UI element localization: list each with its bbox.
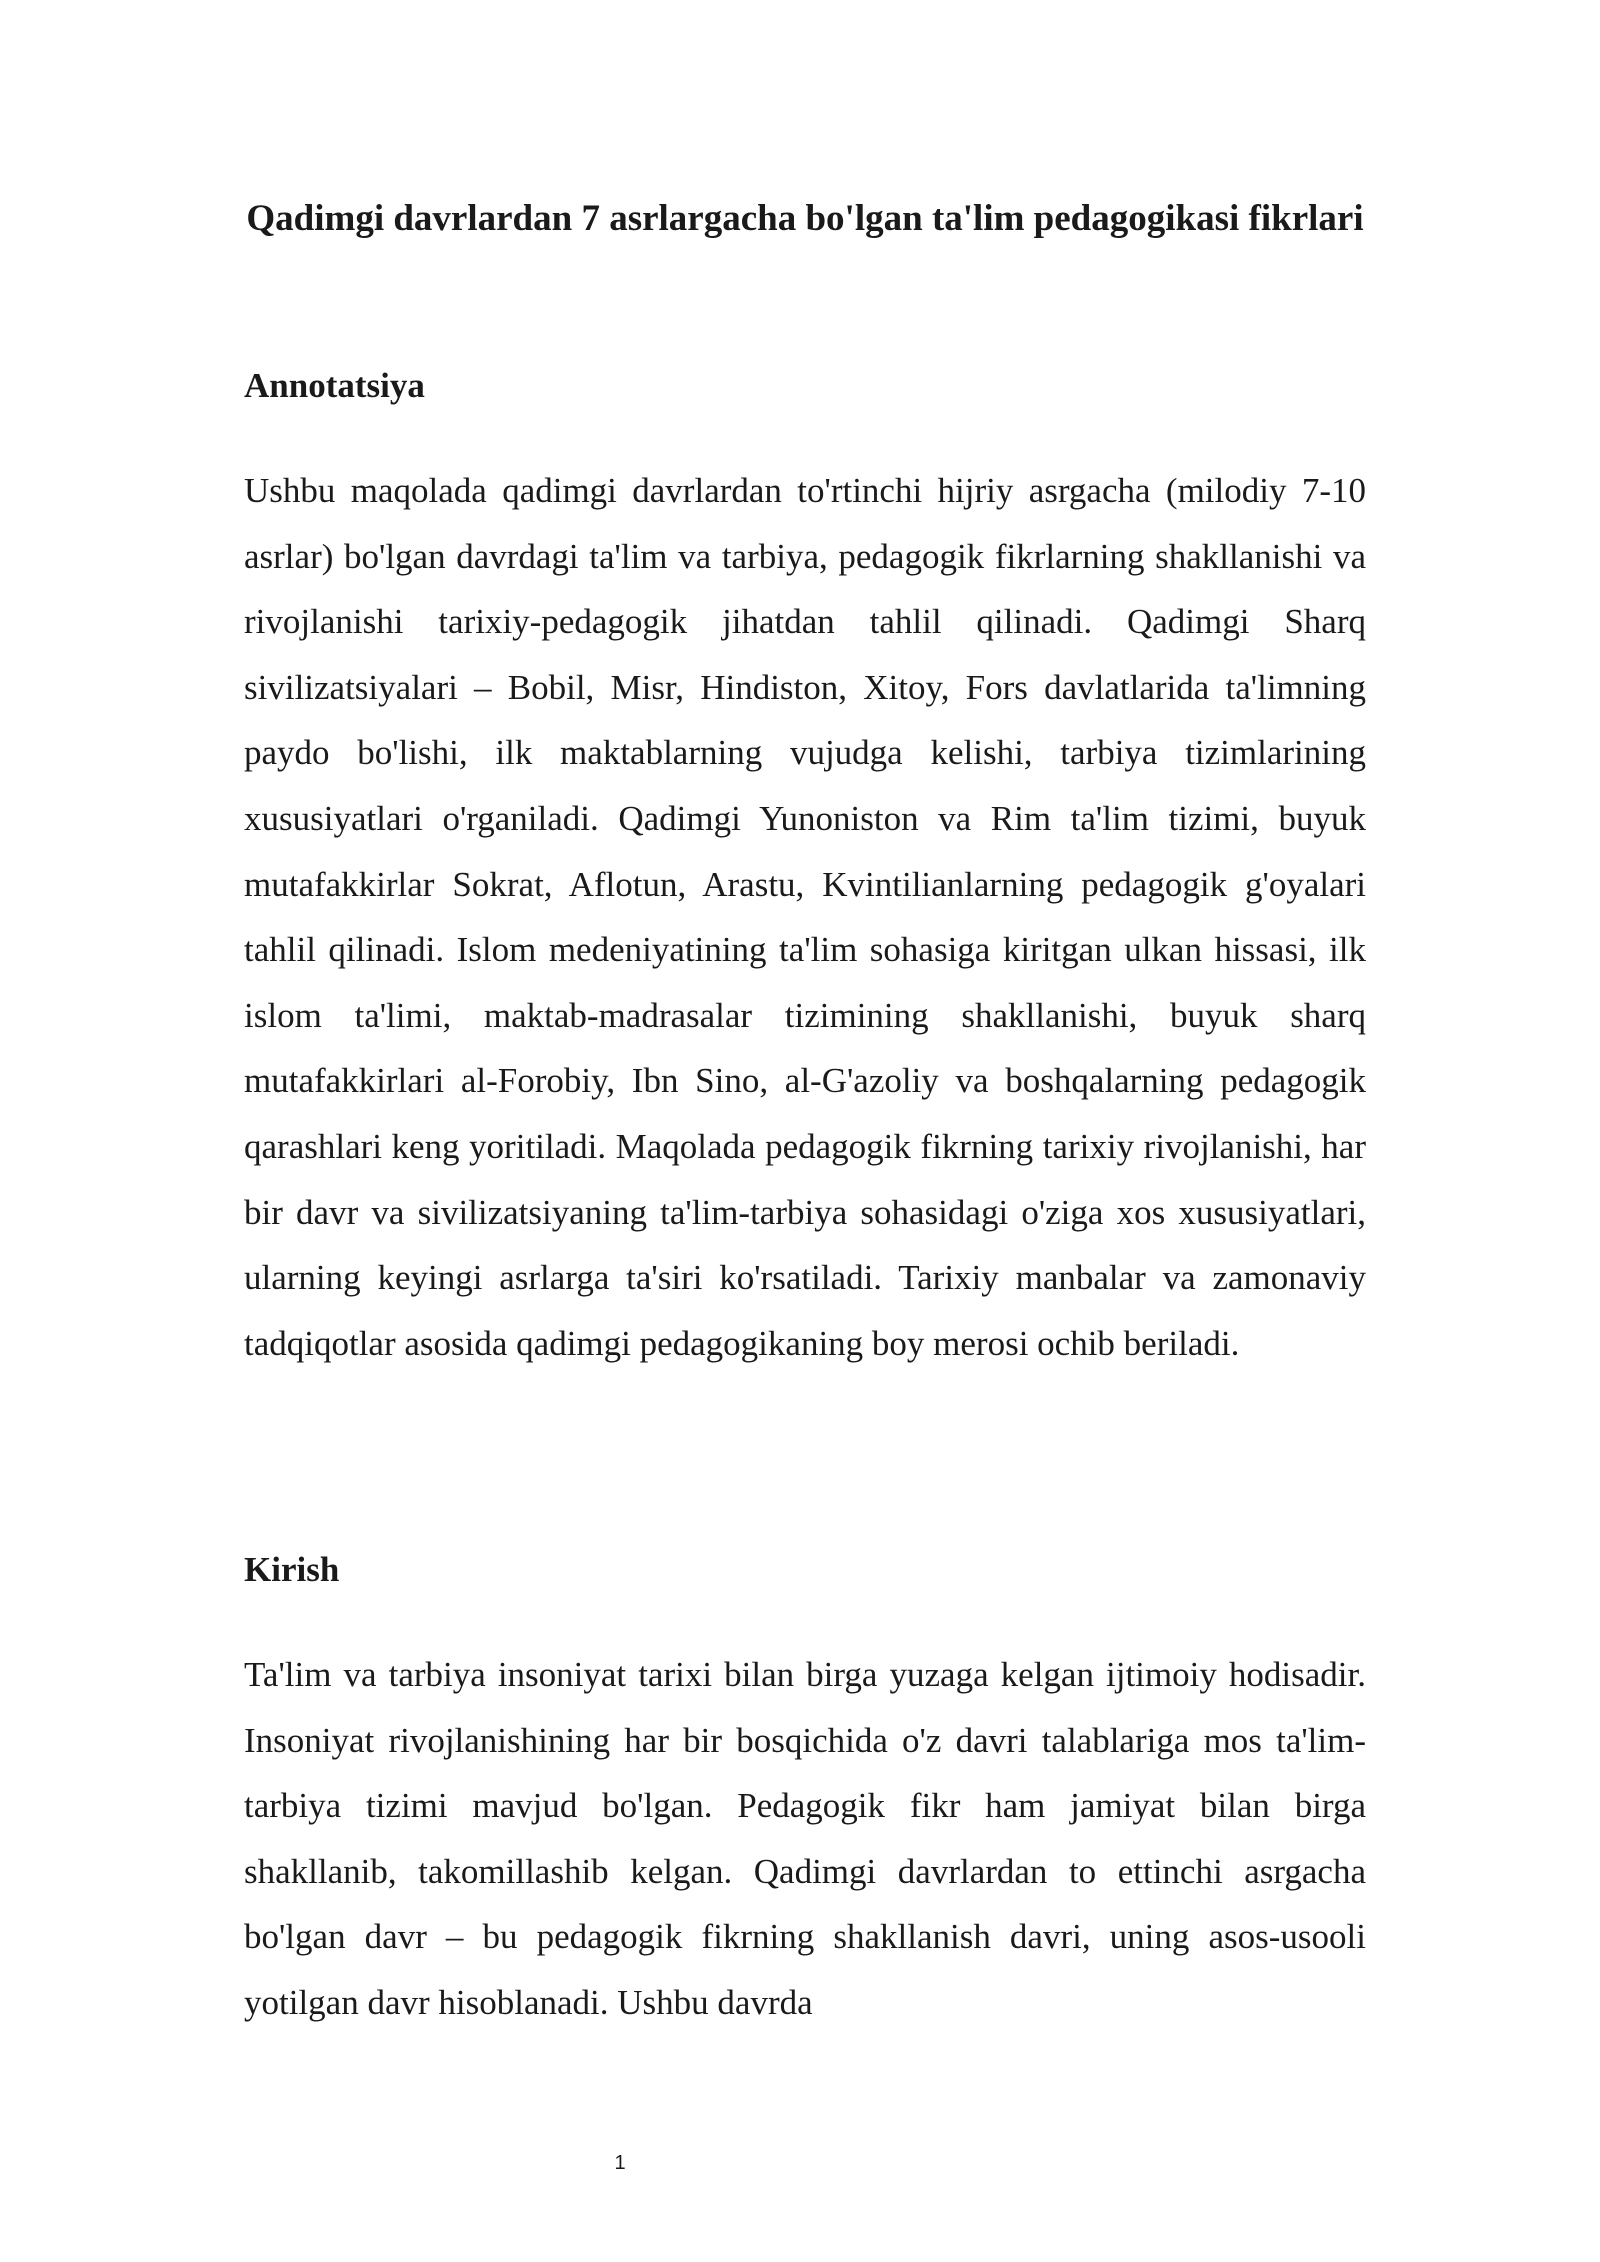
section-heading-annotation: Annotatsiya [244,366,425,405]
section-heading-introduction: Kirish [244,1550,340,1589]
introduction-paragraph: Ta'lim va tarbiya insoniyat tarixi bilan birga yuzaga kelgan ijtimoiy hodisadir. Insoniyat rivojlanishining har bir bosqichida o'z davri talablariga mos ta'lim-tarbiya tizimi mavjud bo'lgan. Pedagogik fikr ham jamiyat bilan birga shakllanib, takomillashib kelgan. Qadimgi davrlardan to ettinchi asrgacha bo'lgan davr – bu pedagogik fikrning shakllanish davri, uning asos-usooli yotilgan davr hisoblanadi. Ushbu davrda [244,1655,1366,2022]
page-number: 1 [614,2152,626,2174]
annotation-paragraph: Ushbu maqolada qadimgi davrlardan to'rtinchi hijriy asrgacha (milodiy 7-10 asrlar) bo'lgan davrdagi ta'lim va tarbiya, pedagogik fikrlarning shakllanishi va rivojlanishi tarixiy-pedagogik jihatdan tahlil qilinadi. Qadimgi Sharq sivilizatsiyalari – Bobil, Misr, Hindiston, Xitoy, Fors davlatlarida ta'limning paydo bo'lishi, ilk maktablarning vujudga kelishi, tarbiya tizimlarining xususiyatlari o'rganiladi. Qadimgi Yunoniston va Rim ta'lim tizimi, buyuk mutafakkirlar Sokrat, Aflotun, Arastu, Kvintilianlarning pedagogik g'oyalari tahlil qilinadi. Islom medeniyatining ta'lim sohasiga kiritgan ulkan hissasi, ilk islom ta'limi, maktab-madrasalar tizimining shakllanishi, buyuk sharq mutafakkirlari al-Forobiy, Ibn Sino, al-G'azoliy va boshqalarning pedagogik qarashlari keng yoritiladi. Maqolada pedagogik fikrning tarixiy rivojlanishi, har bir davr va sivilizatsiyaning ta'lim-tarbiya sohasidagi o'ziga xos xususiyatlari, ularning keyingi asrlarga ta'siri ko'rsatiladi. Tarixiy manbalar va zamonaviy tadqiqotlar asosida qadimgi pedagogikaning boy merosi ochib beriladi. [244,471,1366,1363]
document-title: Qadimgi davrlardan 7 asrlargacha bo'lgan ta'lim pedagogikasi fikrlari [246,198,1364,239]
